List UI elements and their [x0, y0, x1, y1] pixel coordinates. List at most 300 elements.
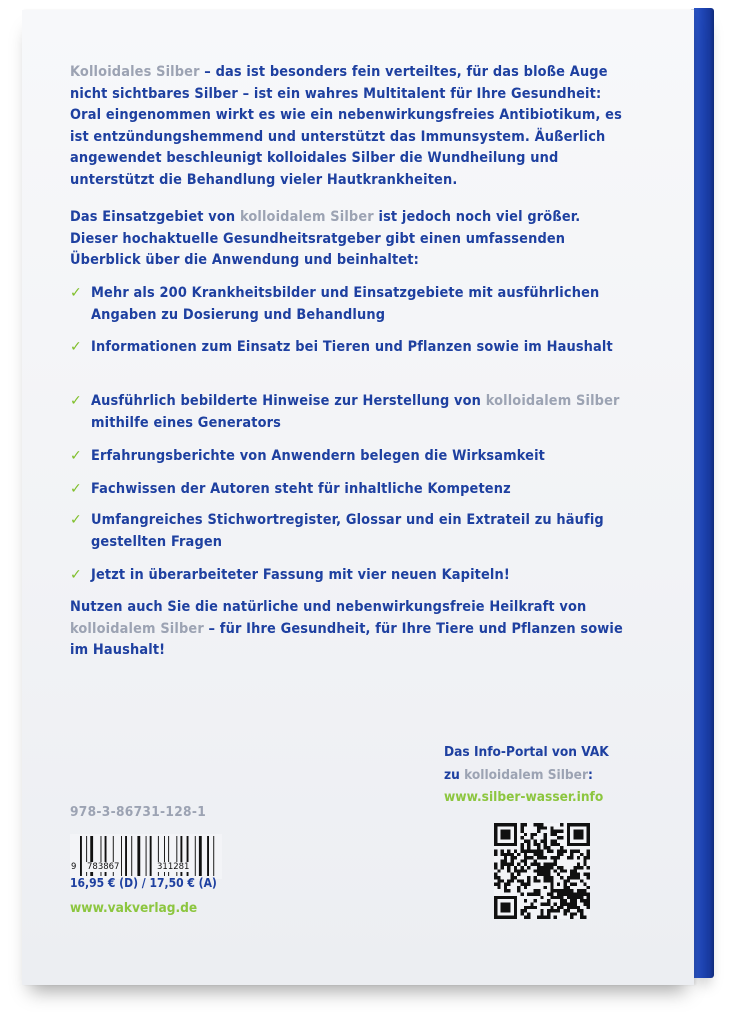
qr-module — [577, 863, 580, 866]
check-icon: ✓ — [70, 285, 82, 301]
intro-text: – das ist besonders fein verteiltes, für das bloße Auge nicht sichtbares Silber – ist ein wahres Multitalent für Ihre Gesundheit: Oral eingenommen wirkt es wie ein nebenwirkungsfreies Antibiotikum, es ist entzündungshemmend und unterstützt das Immunsystem. Äußerlich angewendet beschleunigt kolloidales Silber die Wundheilung und unterstützt die Behandlung vieler Hautkrankheiten. — [70, 64, 622, 188]
qr-module — [494, 853, 497, 856]
qr-module — [570, 873, 573, 876]
qr-module — [547, 866, 550, 869]
qr-module — [534, 840, 537, 843]
feature-list-2 — [70, 337, 630, 359]
qr-module — [537, 843, 540, 846]
qr-module — [504, 883, 507, 886]
qr-module — [583, 893, 586, 896]
qr-module — [534, 843, 537, 846]
qr-module — [511, 859, 514, 862]
check-icon: ✓ — [70, 339, 82, 355]
qr-module — [501, 849, 504, 852]
qr-module — [520, 846, 523, 849]
qr-module — [573, 896, 576, 899]
qr-module — [520, 912, 523, 915]
qr-module — [537, 866, 540, 869]
qr-module — [540, 912, 543, 915]
qr-module — [544, 879, 547, 882]
feature-item: ✓ Mehr als 200 Krankheitsbilder und Einsatzgebiete mit ausführlichen Angaben zu Dosierung und Behandlung — [70, 285, 600, 323]
qr-module — [583, 859, 586, 862]
intro-lead: Kolloidales Silber — [70, 64, 200, 80]
qr-module — [507, 849, 510, 852]
closing-highlight: kolloidalem Silber — [70, 620, 204, 637]
qr-module — [573, 849, 576, 852]
qr-module — [547, 869, 550, 872]
feature-item: ✓ Jetzt in überarbeiteter Fassung mit vier neuen Kapiteln! — [70, 565, 630, 587]
qr-module — [527, 840, 530, 843]
qr-module — [534, 869, 537, 872]
qr-module — [557, 909, 560, 912]
qr-module — [537, 879, 540, 882]
qr-module — [504, 853, 507, 856]
qr-module — [587, 902, 590, 905]
qr-module — [583, 883, 586, 886]
qr-module — [573, 899, 576, 902]
qr-module — [527, 849, 530, 852]
qr-module — [560, 889, 563, 892]
qr-module — [580, 909, 583, 912]
qr-module — [520, 883, 523, 886]
qr-module — [557, 893, 560, 896]
qr-module — [557, 889, 560, 892]
qr-module — [567, 896, 570, 899]
qr-module — [540, 866, 543, 869]
qr-module — [564, 893, 567, 896]
qr-module — [530, 836, 533, 839]
qr-module — [540, 916, 543, 919]
qr-module — [530, 849, 533, 852]
qr-module — [547, 893, 550, 896]
qr-module — [544, 886, 547, 889]
qr-module — [570, 883, 573, 886]
qr-module — [514, 849, 517, 852]
qr-module — [537, 823, 540, 826]
qr-module — [544, 846, 547, 849]
qr-module — [527, 856, 530, 859]
qr-module — [534, 899, 537, 902]
qr-module — [577, 906, 580, 909]
feature-list-4 — [70, 446, 630, 468]
qr-module — [504, 859, 507, 862]
qr-module — [577, 896, 580, 899]
qr-module — [494, 876, 497, 879]
qr-module — [540, 909, 543, 912]
qr-module — [567, 909, 570, 912]
qr-module — [560, 836, 563, 839]
qr-module — [527, 893, 530, 896]
qr-module — [497, 879, 500, 882]
qr-module — [540, 853, 543, 856]
qr-module — [544, 902, 547, 905]
qr-module — [524, 823, 527, 826]
qr-module — [501, 863, 504, 866]
qr-module — [520, 879, 523, 882]
qr-module — [587, 849, 590, 852]
qr-module — [530, 863, 533, 866]
qr-module — [587, 896, 590, 899]
qr-module — [504, 856, 507, 859]
portal-title: Das Info-Portal von VAK — [444, 744, 609, 760]
qr-module — [530, 902, 533, 905]
qr-module — [524, 833, 527, 836]
qr-module — [494, 916, 517, 919]
qr-module — [544, 866, 547, 869]
qr-module — [517, 873, 520, 876]
qr-module — [557, 853, 560, 856]
qr-module — [550, 849, 553, 852]
qr-module — [527, 883, 530, 886]
qr-module — [583, 902, 586, 905]
intro-paragraph — [70, 62, 630, 191]
qr-module — [544, 869, 547, 872]
qr-module — [587, 873, 590, 876]
portal-url: www.silber-wasser.info — [444, 789, 604, 805]
qr-module — [577, 909, 580, 912]
qr-module — [537, 849, 540, 852]
qr-module — [530, 833, 533, 836]
qr-module — [554, 843, 557, 846]
qr-module — [494, 823, 517, 826]
book-spine — [694, 8, 714, 978]
qr-module — [560, 902, 563, 905]
qr-module — [567, 823, 590, 826]
qr-module — [540, 902, 543, 905]
qr-module — [557, 866, 560, 869]
qr-module — [520, 869, 523, 872]
qr-module — [517, 886, 520, 889]
qr-module — [547, 879, 550, 882]
qr-module — [547, 849, 550, 852]
qr-module — [550, 863, 553, 866]
feature-item: ✓ Ausführlich bebilderte Hinweise zur Herstellung von kolloidalem Silber mithilfe eines Generators — [70, 393, 620, 431]
qr-module — [544, 826, 547, 829]
qr-module — [507, 866, 510, 869]
info-portal-block — [444, 741, 644, 809]
qr-module — [524, 853, 527, 856]
qr-module — [554, 833, 557, 836]
qr-module — [570, 896, 573, 899]
qr-module — [537, 893, 540, 896]
qr-module — [520, 859, 523, 862]
qr-module — [587, 893, 590, 896]
qr-module — [587, 866, 590, 869]
qr-module — [494, 823, 497, 846]
qr-module — [567, 879, 570, 882]
qr-module — [517, 869, 520, 872]
qr-module — [511, 876, 514, 879]
qr-module — [587, 906, 590, 909]
qr-module — [524, 859, 527, 862]
qr-module — [554, 916, 557, 919]
qr-module — [517, 889, 520, 892]
qr-module — [544, 840, 547, 843]
qr-module — [534, 849, 537, 852]
qr-module — [560, 876, 563, 879]
qr-module — [550, 883, 553, 886]
qr-module — [544, 873, 547, 876]
qr-module — [524, 849, 527, 852]
qr-module — [557, 830, 560, 833]
qr-module — [560, 866, 563, 869]
qr-module — [573, 912, 576, 915]
qr-module — [530, 906, 533, 909]
qr-module — [507, 889, 510, 892]
qr-module — [557, 843, 560, 846]
check-icon: ✓ — [70, 567, 82, 583]
qr-module — [567, 886, 570, 889]
qr-module — [537, 916, 540, 919]
scope-paragraph: Das Einsatzgebiet von kolloidalem Silber ist jedoch noch viel größer. Dieser hochaktuelle Gesundheitsratgeber gibt einen umfassenden Überblick über die Anwendung und beinhaltet: — [70, 209, 581, 268]
qr-module — [497, 883, 500, 886]
qr-module — [580, 899, 583, 902]
qr-module — [587, 856, 590, 859]
qr-module — [527, 912, 530, 915]
qr-module — [514, 823, 517, 846]
qr-module — [564, 899, 567, 902]
qr-module — [524, 840, 527, 843]
qr-module — [580, 853, 583, 856]
qr-module — [530, 893, 533, 896]
qr-module — [567, 889, 570, 892]
qr-module — [560, 896, 563, 899]
feature-item: ✓ Erfahrungsberichte von Anwendern belegen die Wirksamkeit — [70, 446, 630, 468]
qr-module — [573, 902, 576, 905]
qr-module — [564, 912, 567, 915]
feature-item: ✓ Fachwissen der Autoren steht für inhaltliche Kompetenz — [70, 479, 630, 501]
qr-module — [520, 826, 523, 829]
qr-module — [520, 823, 523, 826]
scope-highlight: kolloidalem Silber — [239, 209, 374, 225]
qr-module — [507, 853, 510, 856]
qr-module — [507, 869, 510, 872]
check-icon: ✓ — [70, 448, 82, 464]
qr-module — [501, 830, 511, 840]
qr-module — [524, 856, 527, 859]
qr-module — [583, 856, 586, 859]
qr-module — [504, 886, 507, 889]
qr-module — [554, 909, 557, 912]
qr-module — [570, 906, 573, 909]
qr-module — [517, 879, 520, 882]
qr-module — [494, 896, 497, 919]
qr-module — [580, 866, 583, 869]
qr-module — [560, 823, 563, 826]
qr-module — [534, 863, 537, 866]
qr-module — [544, 843, 547, 846]
qr-module — [547, 909, 550, 912]
qr-module — [550, 906, 553, 909]
price-label: 16,95 € (D) / 17,50 € (A) — [70, 876, 217, 890]
qr-module — [564, 889, 567, 892]
qr-module — [573, 906, 576, 909]
qr-module — [534, 823, 537, 826]
qr-module — [501, 879, 504, 882]
qr-module — [567, 856, 570, 859]
qr-module — [550, 866, 553, 869]
qr-module — [507, 863, 510, 866]
qr-module — [501, 859, 504, 862]
qr-module — [570, 899, 573, 902]
qr-module — [514, 876, 517, 879]
portal-subtitle: zu kolloidalem Silber: — [444, 766, 593, 783]
qr-module — [557, 873, 560, 876]
qr-module — [583, 873, 586, 876]
feature-list-6 — [70, 510, 630, 553]
qr-module — [557, 856, 560, 859]
qr-module — [570, 889, 573, 892]
qr-module — [534, 893, 537, 896]
qr-module — [557, 906, 560, 909]
qr-module — [524, 916, 527, 919]
qr-module — [570, 853, 573, 856]
qr-module — [501, 902, 511, 912]
qr-module — [501, 853, 504, 856]
qr-module — [550, 896, 553, 899]
qr-module — [511, 856, 514, 859]
qr-module — [557, 836, 560, 839]
qr-module — [517, 863, 520, 866]
qr-module — [497, 869, 500, 872]
qr-module — [520, 909, 523, 912]
qr-module — [554, 859, 557, 862]
qr-module — [567, 906, 570, 909]
qr-module — [583, 889, 586, 892]
qr-module — [511, 863, 514, 866]
qr-module — [583, 916, 586, 919]
qr-module — [494, 873, 497, 876]
qr-module — [564, 883, 567, 886]
check-icon: ✓ — [70, 393, 82, 409]
qr-module — [547, 902, 550, 905]
qr-module — [524, 906, 527, 909]
qr-module — [540, 823, 543, 826]
qr-module — [550, 886, 553, 889]
check-icon: ✓ — [70, 481, 82, 497]
qr-module — [524, 899, 527, 902]
qr-module — [497, 886, 500, 889]
qr-module — [537, 889, 540, 892]
qr-module — [550, 843, 553, 846]
qr-module — [554, 840, 557, 843]
qr-module — [564, 849, 567, 852]
qr-module — [547, 846, 550, 849]
qr-module — [550, 909, 553, 912]
qr-module — [511, 879, 514, 882]
qr-module — [504, 889, 507, 892]
qr-module — [534, 889, 537, 892]
qr-module — [540, 840, 543, 843]
feature-item: ✓ Umfangreiches Stichwortregister, Glossar und ein Extrateil zu häufig gestellten Fragen — [70, 512, 604, 550]
qr-module — [537, 869, 540, 872]
qr-module — [550, 840, 553, 843]
qr-module — [540, 856, 543, 859]
qr-module — [534, 906, 537, 909]
qr-module — [573, 869, 576, 872]
qr-module — [524, 909, 527, 912]
barcode-digits: 9 783867 311281 — [71, 862, 190, 872]
qr-module — [550, 893, 553, 896]
qr-module — [544, 836, 547, 839]
qr-module — [550, 876, 553, 879]
qr-module — [570, 902, 573, 905]
qr-module — [557, 883, 560, 886]
qr-module — [567, 893, 570, 896]
qr-module — [547, 916, 550, 919]
qr-module — [567, 902, 570, 905]
qr-module — [550, 826, 553, 829]
qr-module — [537, 830, 540, 833]
qr-module — [524, 886, 527, 889]
qr-module — [507, 879, 510, 882]
qr-module — [494, 896, 517, 899]
qr-module — [527, 906, 530, 909]
qr-module — [580, 912, 583, 915]
feature-list-3 — [70, 391, 630, 434]
qr-module — [577, 889, 580, 892]
qr-module — [537, 856, 540, 859]
qr-module — [537, 846, 540, 849]
qr-module — [580, 893, 583, 896]
qr-module — [567, 876, 570, 879]
qr-module — [580, 889, 583, 892]
qr-module — [573, 866, 576, 869]
qr-module — [567, 843, 590, 846]
qr-module — [587, 899, 590, 902]
qr-module — [517, 853, 520, 856]
qr-module — [537, 873, 540, 876]
qr-module — [570, 912, 573, 915]
qr-module — [564, 909, 567, 912]
qr-module — [554, 889, 557, 892]
qr-module — [534, 876, 537, 879]
qr-module — [554, 863, 557, 866]
qr-module — [570, 849, 573, 852]
qr-module — [524, 863, 527, 866]
qr-module — [504, 863, 507, 866]
qr-module — [497, 876, 500, 879]
qr-module — [501, 866, 504, 869]
qr-module — [540, 896, 543, 899]
qr-module — [560, 846, 563, 849]
qr-module — [564, 886, 567, 889]
qr-module — [564, 879, 567, 882]
qr-module — [534, 879, 537, 882]
qr-module — [587, 886, 590, 889]
publisher-url: www.vakverlag.de — [70, 900, 198, 916]
qr-module — [557, 849, 560, 852]
qr-module — [573, 876, 576, 879]
qr-module — [570, 916, 573, 919]
qr-module — [583, 863, 586, 866]
qr-module — [587, 853, 590, 856]
qr-module — [530, 856, 533, 859]
feature-item: ✓ Informationen zum Einsatz bei Tieren und Pflanzen sowie im Haushalt — [70, 337, 630, 359]
qr-module — [580, 879, 583, 882]
qr-module — [534, 859, 537, 862]
qr-module — [547, 873, 550, 876]
qr-module — [547, 863, 550, 866]
qr-module — [494, 843, 517, 846]
qr-module — [554, 902, 557, 905]
qr-module — [577, 849, 580, 852]
qr-module — [554, 896, 557, 899]
qr-module — [537, 863, 540, 866]
qr-module — [544, 876, 547, 879]
qr-module — [544, 863, 547, 866]
qr-module — [577, 893, 580, 896]
